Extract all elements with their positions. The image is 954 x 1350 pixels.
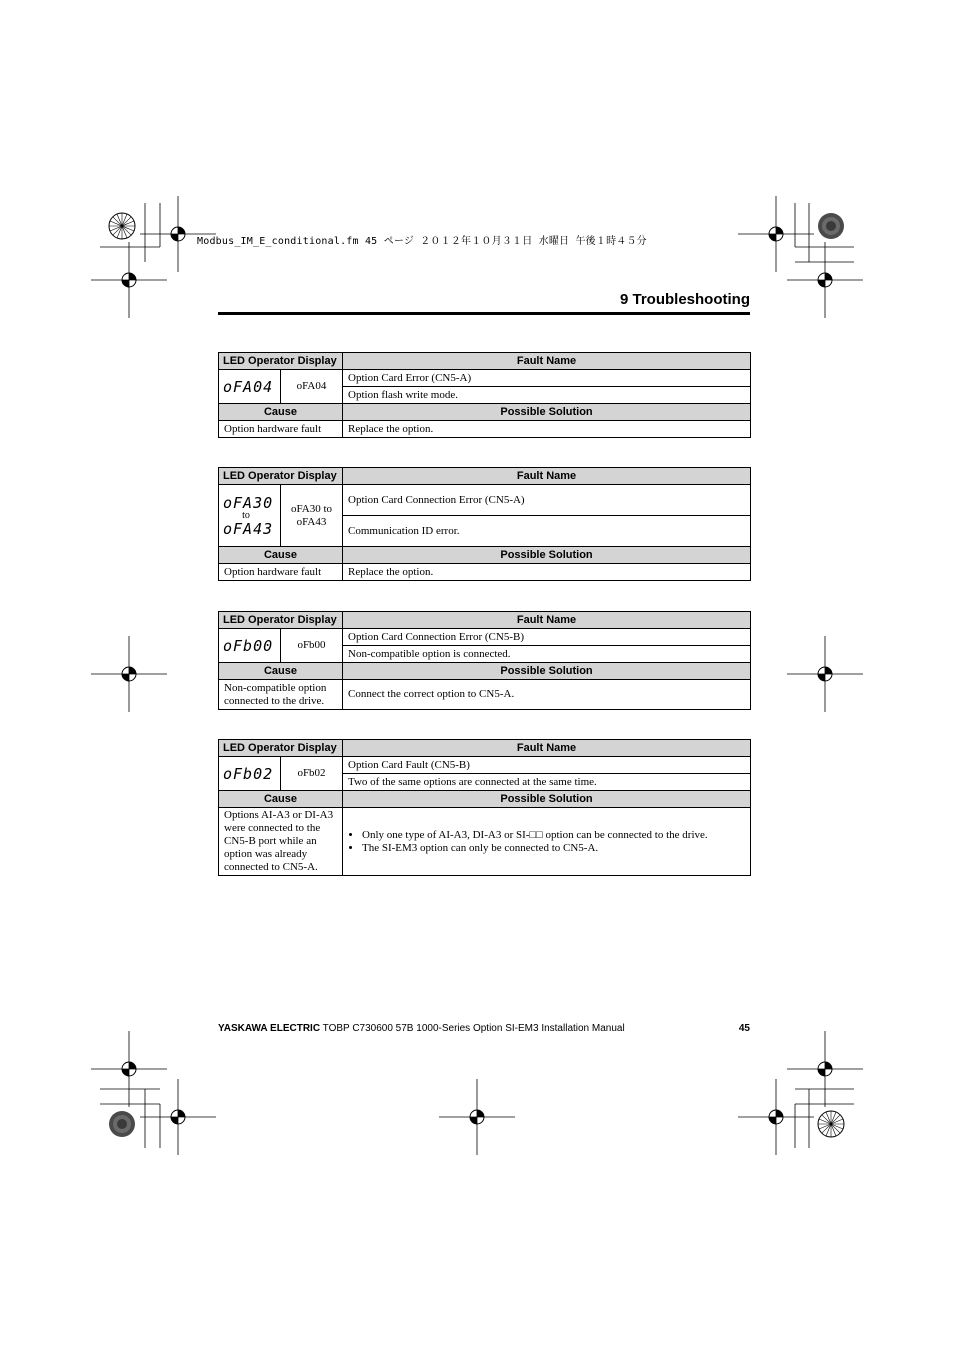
fault-name: Option Card Connection Error (CN5-B) — [343, 629, 751, 646]
solution-item: • Only one type of AI-A3, DI-A3 or SI-□□ option can be connected to the drive. — [362, 829, 745, 842]
led-operator-display-header: LED Operator Display — [219, 612, 343, 629]
led-display-to: to — [242, 509, 250, 521]
page-number: 45 — [738, 1023, 750, 1034]
possible-solution-header: Possible Solution — [343, 791, 751, 808]
fault-table-ofa04 — [218, 352, 751, 438]
led-operator-display-header: LED Operator Display — [219, 468, 343, 485]
fault-code: oFb00 — [281, 629, 343, 663]
solution-item: • The SI-EM3 option can only be connected to CN5-A. — [362, 842, 745, 855]
fault-name-header: Fault Name — [343, 740, 751, 757]
led-operator-display-header: LED Operator Display — [219, 353, 343, 370]
fault-name-header: Fault Name — [343, 468, 751, 485]
cause-header: Cause — [219, 791, 343, 808]
section-title: 9 Troubleshooting — [620, 291, 750, 308]
cause-text: Option hardware fault — [219, 564, 343, 581]
fault-table-ofa30-ofa43 — [218, 467, 751, 581]
fault-name-header: Fault Name — [343, 612, 751, 629]
led-display-start: oFA30 — [223, 493, 274, 512]
led-display: oFb02 — [223, 764, 274, 783]
fault-table-ofb02 — [218, 739, 751, 876]
page-footer — [218, 1023, 750, 1034]
fault-detail: Two of the same options are connected at the same time. — [343, 774, 751, 791]
solution-text: Connect the correct option to CN5-A. — [343, 680, 751, 710]
led-display-cell — [219, 629, 281, 663]
file-info-header: Modbus_IM_E_conditional.fm 45 ページ ２０１２年１０月３１日 水曜日 午後１時４５分 — [197, 236, 647, 247]
cause-header: Cause — [219, 663, 343, 680]
footer-brand: YASKAWA ELECTRIC — [218, 1023, 321, 1034]
footer-document-title: TOBP C730600 57B 1000-Series Option SI-EM3 Installation Manual — [322, 1023, 625, 1034]
fault-table-ofb00 — [218, 611, 751, 710]
solution-text: Replace the option. — [343, 421, 751, 438]
fault-code: oFA04 — [281, 370, 343, 404]
led-display-end: oFA43 — [223, 519, 274, 538]
fault-code: oFA30 to oFA43 — [281, 485, 343, 547]
cause-text: Non-compatible option connected to the drive. — [219, 680, 343, 710]
title-rule — [218, 312, 750, 315]
possible-solution-header: Possible Solution — [343, 547, 751, 564]
cause-text: Options AI-A3 or DI-A3 were connected to the CN5-B port while an option was already connected to CN5-A. — [219, 808, 343, 876]
fault-detail: Non-compatible option is connected. — [343, 646, 751, 663]
fault-name: Option Card Fault (CN5-B) — [343, 757, 751, 774]
solution-list — [348, 829, 745, 855]
fault-name: Option Card Connection Error (CN5-A) — [343, 485, 751, 516]
fault-name: Option Card Error (CN5-A) — [343, 370, 751, 387]
cause-header: Cause — [219, 547, 343, 564]
possible-solution-header: Possible Solution — [343, 663, 751, 680]
fault-detail: Communication ID error. — [343, 516, 751, 547]
cause-text: Option hardware fault — [219, 421, 343, 438]
led-operator-display-header: LED Operator Display — [219, 740, 343, 757]
led-display-cell — [219, 485, 281, 547]
solution-text: Replace the option. — [343, 564, 751, 581]
led-display: oFb00 — [223, 636, 274, 655]
solution-cell — [343, 808, 751, 876]
possible-solution-header: Possible Solution — [343, 404, 751, 421]
led-display-cell — [219, 757, 281, 791]
led-display: oFA04 — [223, 377, 274, 396]
cause-header: Cause — [219, 404, 343, 421]
fault-name-header: Fault Name — [343, 353, 751, 370]
led-display-cell — [219, 370, 281, 404]
fault-code: oFb02 — [281, 757, 343, 791]
fault-detail: Option flash write mode. — [343, 387, 751, 404]
